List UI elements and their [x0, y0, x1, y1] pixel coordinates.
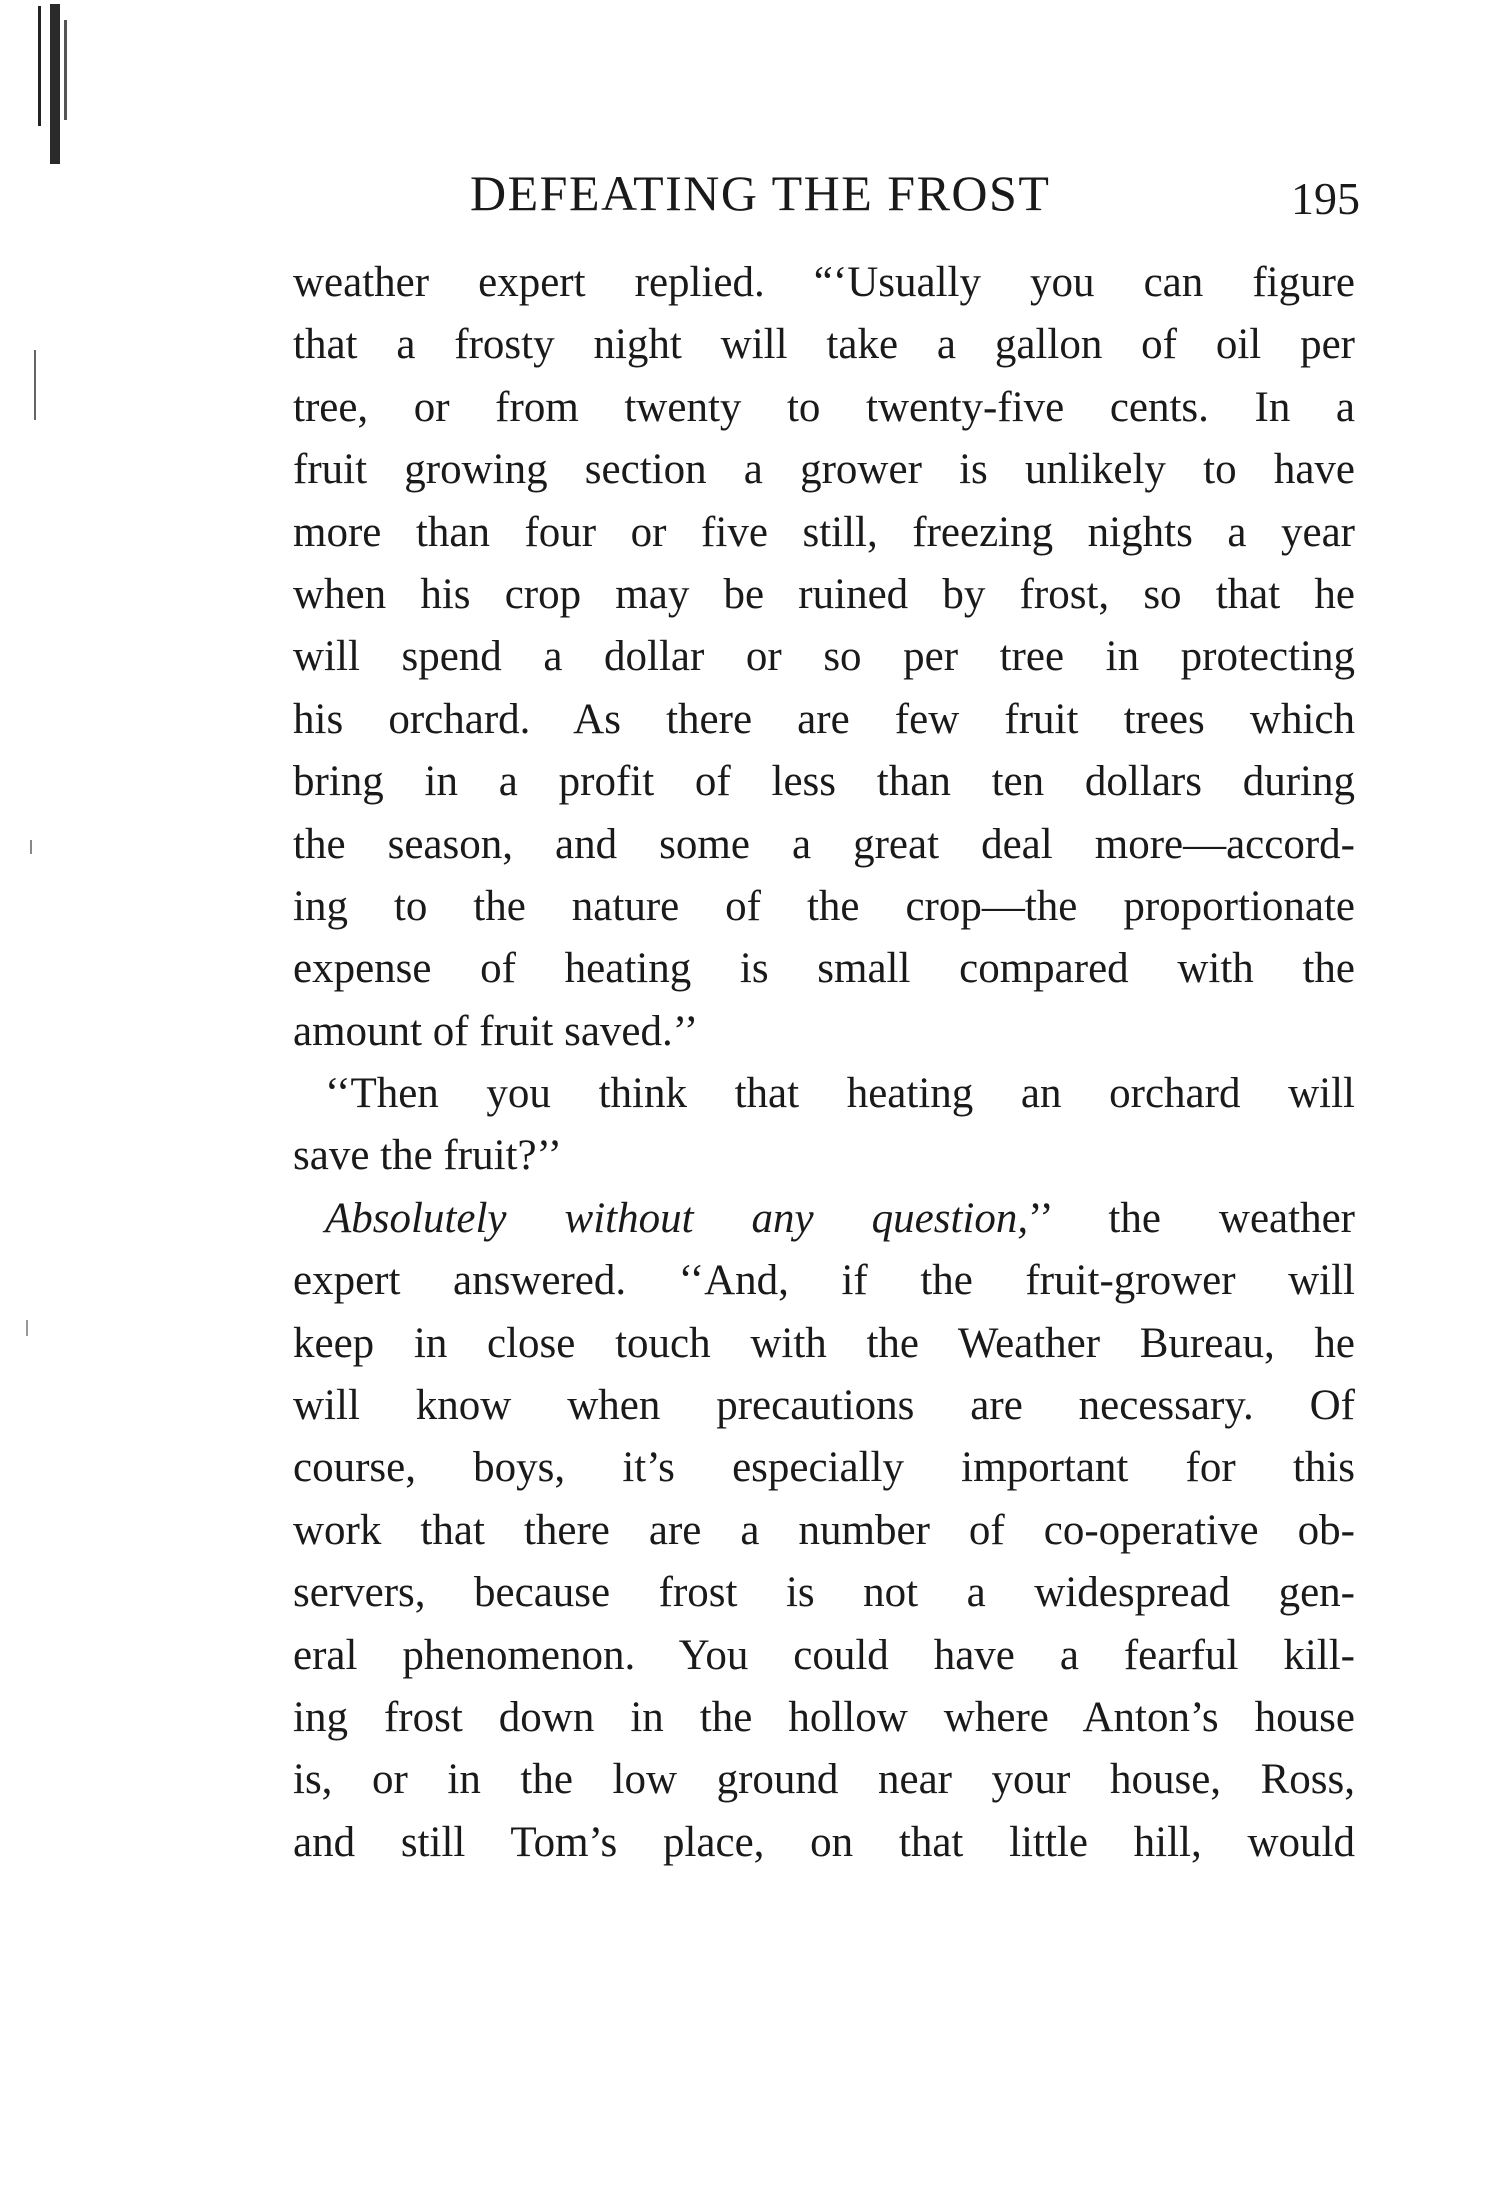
- text-line: ‘‘Then you think that heating an orchard will: [325, 1070, 1355, 1118]
- text-line: that a frosty night will take a gallon of oil per: [293, 321, 1355, 369]
- text-line: bring in a profit of less than ten dollars during: [293, 758, 1355, 806]
- text-line: expense of heating is small compared with the: [293, 945, 1355, 993]
- text-line: the season, and some a great deal more—accord-: [293, 820, 1355, 868]
- binding-mark: [38, 6, 41, 126]
- italic-phrase: Absolutely without any question,: [325, 1194, 1029, 1242]
- binding-mark: [26, 1320, 28, 1336]
- text-line: keep in close touch with the Weather Bureau, he: [293, 1319, 1355, 1367]
- text-line: ing frost down in the hollow where Anton’s house: [293, 1693, 1355, 1741]
- binding-mark: [64, 20, 67, 120]
- running-head: DEFEATING THE FROST: [470, 165, 1051, 221]
- text-line: expert answered. ‘‘And, if the fruit-grower will: [293, 1257, 1355, 1305]
- binding-mark: [30, 840, 32, 854]
- text-line: save the fruit?’’: [293, 1132, 563, 1180]
- italic-line-rest: ’’ the weather: [1028, 1194, 1355, 1242]
- text-line: ing to the nature of the crop—the proportionate: [293, 882, 1355, 930]
- text-line: his orchard. As there are few fruit trees which: [293, 695, 1355, 743]
- text-line: tree, or from twenty to twenty-five cents. In a: [293, 383, 1355, 431]
- text-line: work that there are a number of co-operative ob-: [293, 1506, 1355, 1554]
- text-line: amount of fruit saved.’’: [293, 1007, 699, 1055]
- text-line: more than four or five still, freezing nights a year: [293, 508, 1355, 556]
- text-line: and still Tom’s place, on that little hill, would: [293, 1818, 1355, 1866]
- text-line: servers, because frost is not a widespread gen-: [293, 1569, 1355, 1617]
- page-number: 195: [1291, 173, 1360, 224]
- page-header: [470, 158, 1360, 228]
- text-line: will spend a dollar or so per tree in protecting: [293, 633, 1355, 681]
- binding-mark: [34, 350, 36, 420]
- text-line: eral phenomenon. You could have a fearful kill-: [293, 1631, 1355, 1679]
- binding-mark: [50, 4, 60, 164]
- text-line-italic: [293, 1188, 1355, 1250]
- text-line: course, boys, it’s especially important for this: [293, 1444, 1355, 1492]
- text-line: is, or in the low ground near your house, Ross,: [293, 1756, 1355, 1804]
- text-line: fruit growing section a grower is unlikely to have: [293, 446, 1355, 494]
- text-line: will know when precautions are necessary. Of: [293, 1382, 1355, 1430]
- body-text: [293, 252, 1355, 1874]
- text-line: weather expert replied. “‘Usually you can figure: [293, 259, 1355, 306]
- text-line: when his crop may be ruined by frost, so that he: [293, 570, 1355, 618]
